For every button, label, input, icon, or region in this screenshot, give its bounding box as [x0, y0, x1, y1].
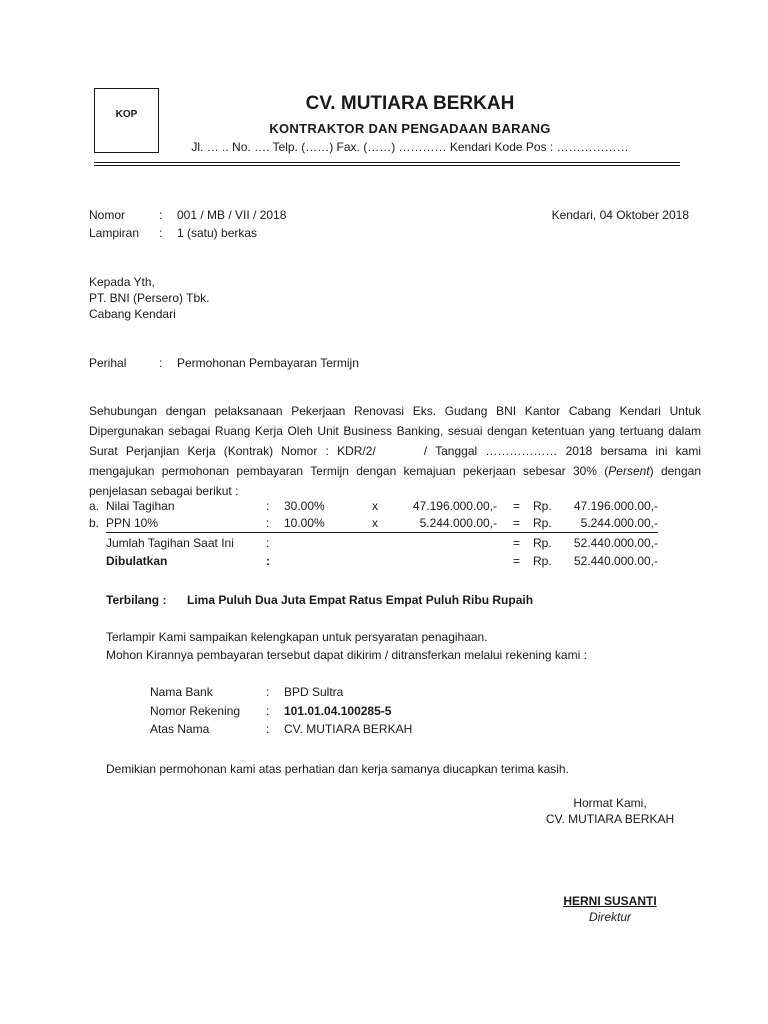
billing-row-a-colon: : [266, 499, 270, 513]
signature-company: CV. MUTIARA BERKAH [545, 812, 675, 826]
lampiran-label: Lampiran [89, 226, 140, 240]
dibulatkan-total: 52.440.000.00,- [573, 554, 658, 568]
letterhead-rule-thin [94, 165, 680, 166]
company-subtitle: KONTRAKTOR DAN PENGADAAN BARANG [269, 121, 551, 136]
sum-rule [106, 532, 658, 533]
jumlah-eq: = [513, 536, 521, 550]
account-holder-value: CV. MUTIARA BERKAH [284, 722, 413, 736]
lampiran-value: 1 (satu) berkas [177, 226, 258, 240]
billing-row-a-total: 47.196.000.00,- [573, 499, 658, 513]
billing-row-b-total: 5.244.000.00,- [580, 516, 658, 530]
lampiran-colon: : [159, 226, 163, 240]
jumlah-label: Jumlah Tagihan Saat Ini [106, 536, 234, 550]
recipient-line2: PT. BNI (Persero) Tbk. [89, 291, 210, 305]
billing-row-a-rp: Rp. [533, 499, 552, 513]
place-date: Kendari, 04 Oktober 2018 [551, 208, 689, 222]
body-italic: Persent [608, 464, 650, 478]
account-number-label: Nomor Rekening [150, 704, 241, 718]
billing-row-b-rp: Rp. [533, 516, 552, 530]
note-line2: Mohon Kirannya pembayaran tersebut dapat dikirim / ditransferkan melalui rekening kami : [106, 648, 587, 662]
bank-name-colon: : [266, 685, 270, 699]
jumlah-colon: : [266, 536, 270, 550]
billing-row-b-pct: 10.00% [284, 516, 325, 530]
billing-row-a-x: x [372, 499, 378, 513]
account-number-colon: : [266, 704, 270, 718]
body-part2: / Tanggal ……………… 2018 bersama ini kami mengajukan permohonan pembayaran Termijn dengan kemajuan pekerjaan sebesar 30% ( [89, 444, 701, 478]
billing-row-b-idx: b. [89, 516, 100, 530]
billing-row-a-idx: a. [89, 499, 100, 513]
closing-text: Demikian permohonan kami atas perhatian dan kerja samanya diucapkan terima kasih. [106, 762, 569, 776]
perihal-colon: : [159, 356, 163, 370]
dibulatkan-rp: Rp. [533, 554, 552, 568]
billing-row-b-eq: = [513, 516, 521, 530]
account-holder-label: Atas Nama [150, 722, 210, 736]
account-number-value: 101.01.04.100285-5 [284, 704, 392, 718]
account-holder-colon: : [266, 722, 270, 736]
company-name: CV. MUTIARA BERKAH [305, 93, 515, 114]
dibulatkan-eq: = [513, 554, 521, 568]
kop-label: KOP [115, 109, 138, 120]
billing-row-a-pct: 30.00% [284, 499, 325, 513]
jumlah-rp: Rp. [533, 536, 552, 550]
body-part3: ) dengan penjelasan sebagai berikut : [89, 464, 701, 498]
bank-name-label: Nama Bank [150, 685, 213, 699]
note-line1: Terlampir Kami sampaikan kelengkapan untuk persyaratan penagihaan. [106, 630, 488, 644]
billing-row-a-amount: 47.196.000.00,- [412, 499, 497, 513]
dibulatkan-colon: : [266, 554, 270, 568]
perihal-value: Permohonan Pembayaran Termijn [177, 356, 359, 370]
signer-name: HERNI SUSANTI [563, 894, 657, 908]
nomor-colon: : [159, 208, 163, 222]
body-paragraph [89, 401, 701, 501]
billing-row-b-colon: : [266, 516, 270, 530]
billing-row-b-x: x [372, 516, 378, 530]
body-part1: Sehubungan dengan pelaksanaan Pekerjaan Renovasi Eks. Gudang BNI Kantor Cabang Kendari Untuk Dipergunakan sebagai Ruang Kerja Oleh Unit Business Banking, sesuai dengan ketentuan yang tertuang dalam Surat Perjanjian Kerja (Kontrak) Nomor : KDR/2/ [89, 404, 701, 458]
perihal-label: Perihal [89, 356, 127, 370]
bank-name-value: BPD Sultra [284, 685, 344, 699]
billing-row-a-eq: = [513, 499, 521, 513]
signature-greeting: Hormat Kami, [573, 796, 647, 810]
letterhead-rule-thick [94, 162, 680, 163]
jumlah-total: 52.440.000.00,- [573, 536, 658, 550]
billing-row-b-label: PPN 10% [106, 516, 159, 530]
recipient-line1: Kepada Yth, [89, 275, 155, 289]
terbilang-value: Lima Puluh Dua Juta Empat Ratus Empat Puluh Ribu Rupaih [187, 593, 534, 607]
recipient-line3: Cabang Kendari [89, 307, 176, 321]
signer-title: Direktur [588, 910, 631, 924]
billing-row-b-amount: 5.244.000.00,- [419, 516, 497, 530]
dibulatkan-label: Dibulatkan [106, 554, 168, 568]
company-address: Jl. … .. No. …. Telp. (……) Fax. (……) ………… Kendari Kode Pos : ……………… [191, 140, 629, 154]
kop-box [94, 88, 159, 153]
nomor-value: 001 / MB / VII / 2018 [177, 208, 287, 222]
billing-row-a-label: Nilai Tagihan [106, 499, 175, 513]
nomor-label: Nomor [89, 208, 126, 222]
terbilang-label: Terbilang : [106, 593, 167, 607]
